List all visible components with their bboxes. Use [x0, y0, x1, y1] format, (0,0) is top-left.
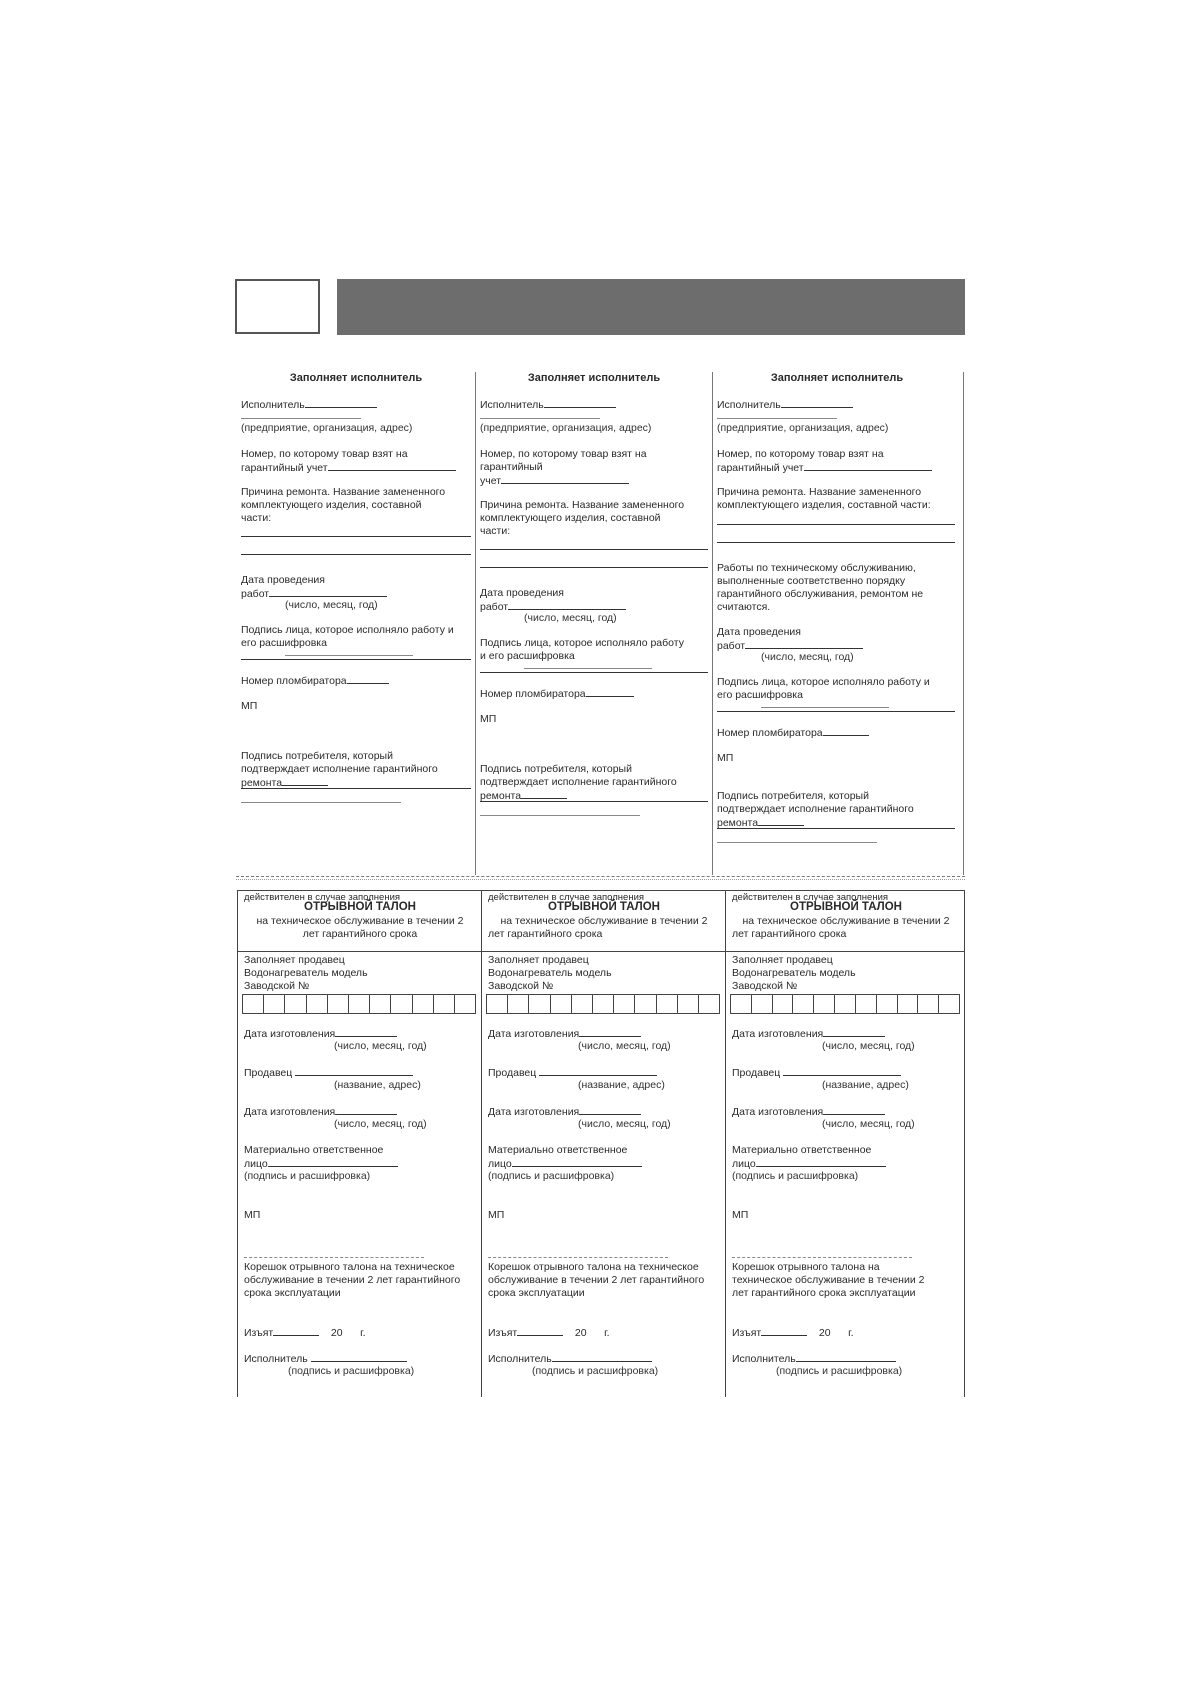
- consumer-signature-line[interactable]: [241, 788, 471, 789]
- executor-label: Исполнитель: [488, 1353, 552, 1365]
- work-date-field[interactable]: [269, 587, 387, 597]
- heater-model-label: Водонагреватель модель: [488, 967, 612, 979]
- repair-reason-line[interactable]: [717, 542, 955, 543]
- responsible-person-label: Материально ответственное: [732, 1144, 872, 1156]
- stub-text: Корешок отрывного талона на техническое: [244, 1261, 455, 1273]
- seller-fills-label: Заполняет продавец: [732, 954, 833, 966]
- maintenance-note: считаются.: [717, 601, 771, 613]
- signature-line[interactable]: [524, 668, 652, 669]
- stamp-mark: МП: [488, 1209, 505, 1221]
- warranty-number-field[interactable]: [804, 461, 932, 471]
- heater-model-label: Водонагреватель модель: [244, 967, 368, 979]
- coupon-subtitle: лет гарантийного срока: [488, 928, 603, 940]
- column-divider: [964, 891, 965, 1397]
- executor-field[interactable]: [305, 398, 377, 408]
- seller-field[interactable]: [783, 1066, 901, 1076]
- coupon-title: ОТРЫВНОЙ ТАЛОН: [304, 901, 416, 913]
- date-hint: (число, месяц, год): [524, 612, 617, 624]
- executor-signature-label: и его расшифровка: [480, 650, 575, 662]
- repair-reason-label: Причина ремонта. Название замененного: [480, 499, 685, 511]
- manufacture-date-field[interactable]: [335, 1105, 397, 1115]
- repair-reason-line[interactable]: [241, 536, 471, 537]
- responsible-person-label: Материально ответственное: [488, 1144, 628, 1156]
- column-divider: [712, 372, 713, 875]
- stamp-mark: МП: [241, 700, 258, 712]
- column-divider: [963, 372, 964, 875]
- withdrawn-field[interactable]: [273, 1326, 319, 1336]
- org-hint: (предприятие, организация, адрес): [480, 422, 652, 434]
- year-suffix: г.: [604, 1327, 610, 1339]
- heater-model-label: Водонагреватель модель: [732, 967, 856, 979]
- executor-field[interactable]: [781, 398, 853, 408]
- seller-hint: (название, адрес): [822, 1079, 909, 1091]
- work-date-field[interactable]: [508, 600, 626, 610]
- work-date-label: Дата проведения: [241, 574, 325, 586]
- maintenance-note: Работы по техническому обслуживанию,: [717, 562, 916, 574]
- consumer-signature-label: ремонта: [480, 790, 522, 802]
- stub-text: лет гарантийного срока эксплуатации: [732, 1287, 916, 1299]
- work-date-label: работ: [241, 588, 270, 600]
- stub-text: техническое обслуживание в течении 2: [732, 1274, 925, 1286]
- coupon-title: ОТРЫВНОЙ ТАЛОН: [548, 901, 660, 913]
- work-date-label: работ: [480, 601, 509, 613]
- executor-field-line[interactable]: [241, 418, 361, 419]
- coupon-subtitle: лет гарантийного срока: [732, 928, 847, 940]
- date-hint: (число, месяц, год): [822, 1118, 915, 1130]
- column-divider: [475, 372, 476, 875]
- executor-field-line[interactable]: [717, 418, 837, 419]
- withdrawn-label: Изъят: [244, 1327, 274, 1339]
- consumer-signature-line[interactable]: [480, 815, 640, 816]
- consumer-signature-field[interactable]: [758, 816, 804, 826]
- date-hint: (число, месяц, год): [285, 599, 378, 611]
- executor-signature-label: его расшифровка: [241, 637, 327, 649]
- consumer-signature-line[interactable]: [241, 802, 401, 803]
- date-hint: (число, месяц, год): [578, 1040, 671, 1052]
- repair-reason-line[interactable]: [241, 554, 471, 555]
- sealer-number-field[interactable]: [586, 687, 634, 697]
- executor-signature-label: Подпись лица, которое исполняло работу и: [241, 624, 454, 636]
- responsible-person-field[interactable]: [268, 1157, 398, 1167]
- consumer-signature-label: подтверждает исполнение гарантийного: [717, 803, 914, 815]
- signature-line[interactable]: [480, 672, 708, 673]
- date-hint: (число, месяц, год): [822, 1040, 915, 1052]
- consumer-signature-label: подтверждает исполнение гарантийного: [480, 776, 677, 788]
- consumer-signature-label: Подпись потребителя, который: [241, 750, 393, 762]
- warranty-number-field[interactable]: [328, 461, 456, 471]
- responsible-person-field[interactable]: [512, 1157, 642, 1167]
- sealer-number-label: Номер пломбиратора: [241, 675, 347, 687]
- seller-hint: (название, адрес): [334, 1079, 421, 1091]
- withdrawn-field[interactable]: [517, 1326, 563, 1336]
- serial-number-cells[interactable]: [730, 994, 960, 1014]
- warranty-number-label: Номер, по которому товар взят на: [241, 448, 408, 460]
- signature-line[interactable]: [241, 659, 471, 660]
- seller-field[interactable]: [539, 1066, 657, 1076]
- column-heading: Заполняет исполнитель: [527, 372, 661, 384]
- executor-column-1: [241, 372, 471, 875]
- seller-hint: (название, адрес): [578, 1079, 665, 1091]
- warranty-number-label: Номер, по которому товар взят на: [480, 448, 647, 460]
- stub-text: Корешок отрывного талона на техническое: [488, 1261, 699, 1273]
- date-hint: (число, месяц, год): [578, 1118, 671, 1130]
- year-suffix: г.: [360, 1327, 366, 1339]
- signature-line[interactable]: [285, 655, 413, 656]
- executor-label: Исполнитель: [244, 1353, 308, 1365]
- year-suffix: г.: [848, 1327, 854, 1339]
- year-prefix: 20: [818, 1327, 831, 1339]
- executor-field-line[interactable]: [480, 418, 600, 419]
- header-bar: [337, 279, 965, 335]
- work-date-label: Дата проведения: [480, 587, 564, 599]
- consumer-signature-label: Подпись потребителя, который: [717, 790, 869, 802]
- responsible-person-field[interactable]: [756, 1157, 886, 1167]
- responsible-person-label: лицо: [488, 1158, 512, 1170]
- stub-text: срока эксплуатации: [244, 1287, 341, 1299]
- column-heading: Заполняет исполнитель: [289, 372, 423, 384]
- executor-field[interactable]: [552, 1352, 652, 1362]
- work-date-label: Дата проведения: [717, 626, 801, 638]
- column-divider: [725, 891, 726, 1397]
- date-hint: (число, месяц, год): [334, 1040, 427, 1052]
- manufacture-date-field[interactable]: [335, 1027, 397, 1037]
- responsible-person-label: Материально ответственное: [244, 1144, 384, 1156]
- withdrawn-field[interactable]: [761, 1326, 807, 1336]
- column-divider: [237, 891, 238, 1397]
- repair-reason-label: части:: [241, 512, 272, 524]
- executor-section: [237, 372, 964, 875]
- executor-label: Исполнитель: [732, 1353, 796, 1365]
- repair-reason-label: части:: [480, 525, 511, 537]
- consumer-signature-label: ремонта: [717, 817, 759, 829]
- work-date-label: работ: [717, 640, 746, 652]
- date-hint: (число, месяц, год): [334, 1118, 427, 1130]
- cut-dashes: [244, 1257, 424, 1258]
- executor-label: Исполнитель: [241, 399, 305, 411]
- sealer-number-label: Номер пломбиратора: [480, 688, 586, 700]
- signature-line[interactable]: [761, 707, 889, 708]
- stamp-mark: МП: [480, 713, 497, 725]
- consumer-signature-field[interactable]: [282, 776, 328, 786]
- seller-field[interactable]: [295, 1066, 413, 1076]
- consumer-signature-line[interactable]: [480, 801, 708, 802]
- cut-line: [236, 876, 965, 877]
- withdrawn-label: Изъят: [732, 1327, 762, 1339]
- repair-reason-line[interactable]: [480, 567, 708, 568]
- consumer-signature-line[interactable]: [717, 828, 955, 829]
- executor-signature-label: его расшифровка: [717, 689, 803, 701]
- warranty-number-label: Номер, по которому товар взят на: [717, 448, 884, 460]
- seller-label: Продавец: [732, 1067, 781, 1079]
- date-hint: (число, месяц, год): [761, 651, 854, 663]
- serial-number-cells[interactable]: [486, 994, 720, 1014]
- warranty-number-field[interactable]: [501, 474, 629, 484]
- stub-text: Корешок отрывного талона на: [732, 1261, 880, 1273]
- consumer-signature-field[interactable]: [521, 789, 567, 799]
- manufacture-date-label: Дата изготовления: [732, 1028, 824, 1040]
- manufacture-date-field[interactable]: [823, 1027, 885, 1037]
- maintenance-note: гарантийного обслуживания, ремонтом не: [717, 588, 924, 600]
- coupon-subtitle: на техническое обслуживание в течении 2: [742, 915, 950, 927]
- cut-line: [236, 879, 965, 880]
- year-prefix: 20: [574, 1327, 587, 1339]
- column-heading: Заполняет исполнитель: [770, 372, 904, 384]
- repair-reason-line[interactable]: [480, 549, 708, 550]
- withdrawn-label: Изъят: [488, 1327, 518, 1339]
- work-date-field[interactable]: [745, 639, 863, 649]
- executor-label: Исполнитель: [480, 399, 544, 411]
- warranty-number-label: учет: [480, 475, 502, 487]
- manufacture-date-label: Дата изготовления: [244, 1106, 336, 1118]
- maintenance-note: выполненные соответственно порядку: [717, 575, 906, 587]
- executor-field[interactable]: [311, 1352, 407, 1362]
- stamp-mark: МП: [244, 1209, 261, 1221]
- seller-label: Продавец: [488, 1067, 537, 1079]
- executor-field[interactable]: [544, 398, 616, 408]
- sign-hint: (подпись и расшифровка): [244, 1170, 371, 1182]
- sealer-number-field[interactable]: [823, 726, 869, 736]
- consumer-signature-label: подтверждает исполнение гарантийного: [241, 763, 438, 775]
- signature-line[interactable]: [717, 711, 955, 712]
- language-code-box: [235, 279, 320, 334]
- repair-reason-label: Причина ремонта. Название замененного: [241, 486, 446, 498]
- cut-dashes: [732, 1257, 912, 1258]
- coupon-subtitle: на техническое обслуживание в течении 2: [256, 915, 464, 927]
- cut-dashes: [488, 1257, 668, 1258]
- seller-label: Продавец: [244, 1067, 293, 1079]
- serial-number-label: Заводской №: [488, 980, 554, 992]
- column-divider: [481, 891, 482, 1397]
- consumer-signature-label: Подпись потребителя, который: [480, 763, 632, 775]
- executor-signature-label: Подпись лица, которое исполняло работу и: [717, 676, 930, 688]
- manufacture-date-label: Дата изготовления: [488, 1028, 580, 1040]
- repair-reason-label: комплектующего изделия, составной части:: [717, 499, 931, 511]
- stub-text: срока эксплуатации: [488, 1287, 585, 1299]
- coupon-title: ОТРЫВНОЙ ТАЛОН: [790, 901, 902, 913]
- serial-number-cells[interactable]: [242, 994, 476, 1014]
- repair-reason-line[interactable]: [717, 524, 955, 525]
- executor-column-3: [717, 372, 957, 875]
- executor-field[interactable]: [796, 1352, 896, 1362]
- manufacture-date-label: Дата изготовления: [488, 1106, 580, 1118]
- sign-hint: (подпись и расшифровка): [488, 1170, 615, 1182]
- manufacture-date-field[interactable]: [579, 1027, 641, 1037]
- manufacture-date-label: Дата изготовления: [732, 1106, 824, 1118]
- coupon-1: [244, 891, 476, 1397]
- coupon-3: [732, 891, 960, 1397]
- org-hint: (предприятие, организация, адрес): [241, 422, 413, 434]
- stub-text: обслуживание в течении 2 лет гарантийного: [244, 1274, 461, 1286]
- repair-reason-label: комплектующего изделия, составной: [241, 499, 422, 511]
- sealer-number-field[interactable]: [347, 674, 389, 684]
- validity-note: действителен в случае заполнения: [488, 892, 645, 903]
- stamp-mark: МП: [732, 1209, 749, 1221]
- warranty-number-label: гарантийный учет: [241, 462, 328, 474]
- executor-signature-label: Подпись лица, которое исполняло работу: [480, 637, 684, 649]
- serial-number-label: Заводской №: [732, 980, 798, 992]
- seller-fills-label: Заполняет продавец: [244, 954, 345, 966]
- consumer-signature-label: ремонта: [241, 777, 283, 789]
- warranty-number-label: гарантийный: [480, 461, 543, 473]
- stamp-mark: МП: [717, 752, 734, 764]
- warranty-number-label: гарантийный учет: [717, 462, 804, 474]
- repair-reason-label: Причина ремонта. Название замененного: [717, 486, 922, 498]
- seller-fills-label: Заполняет продавец: [488, 954, 589, 966]
- sign-hint: (подпись и расшифровка): [732, 1170, 859, 1182]
- tear-off-coupons: [237, 890, 965, 1396]
- manufacture-date-field[interactable]: [579, 1105, 641, 1115]
- year-prefix: 20: [330, 1327, 343, 1339]
- coupon-subtitle: на техническое обслуживание в течении 2: [500, 915, 708, 927]
- sign-hint: (подпись и расшифровка): [776, 1365, 903, 1377]
- coupon-2: [488, 891, 720, 1397]
- serial-number-label: Заводской №: [244, 980, 310, 992]
- sealer-number-label: Номер пломбиратора: [717, 727, 823, 739]
- responsible-person-label: лицо: [732, 1158, 756, 1170]
- consumer-signature-line[interactable]: [717, 842, 877, 843]
- sign-hint: (подпись и расшифровка): [288, 1365, 415, 1377]
- manufacture-date-field[interactable]: [823, 1105, 885, 1115]
- executor-label: Исполнитель: [717, 399, 781, 411]
- validity-note: действителен в случае заполнения: [732, 892, 889, 903]
- manufacture-date-label: Дата изготовления: [244, 1028, 336, 1040]
- org-hint: (предприятие, организация, адрес): [717, 422, 889, 434]
- sign-hint: (подпись и расшифровка): [532, 1365, 659, 1377]
- repair-reason-label: комплектующего изделия, составной: [480, 512, 661, 524]
- validity-note: действителен в случае заполнения: [244, 892, 401, 903]
- executor-column-2: [480, 372, 708, 875]
- responsible-person-label: лицо: [244, 1158, 268, 1170]
- coupon-subtitle: лет гарантийного срока: [302, 928, 418, 940]
- stub-text: обслуживание в течении 2 лет гарантийного: [488, 1274, 705, 1286]
